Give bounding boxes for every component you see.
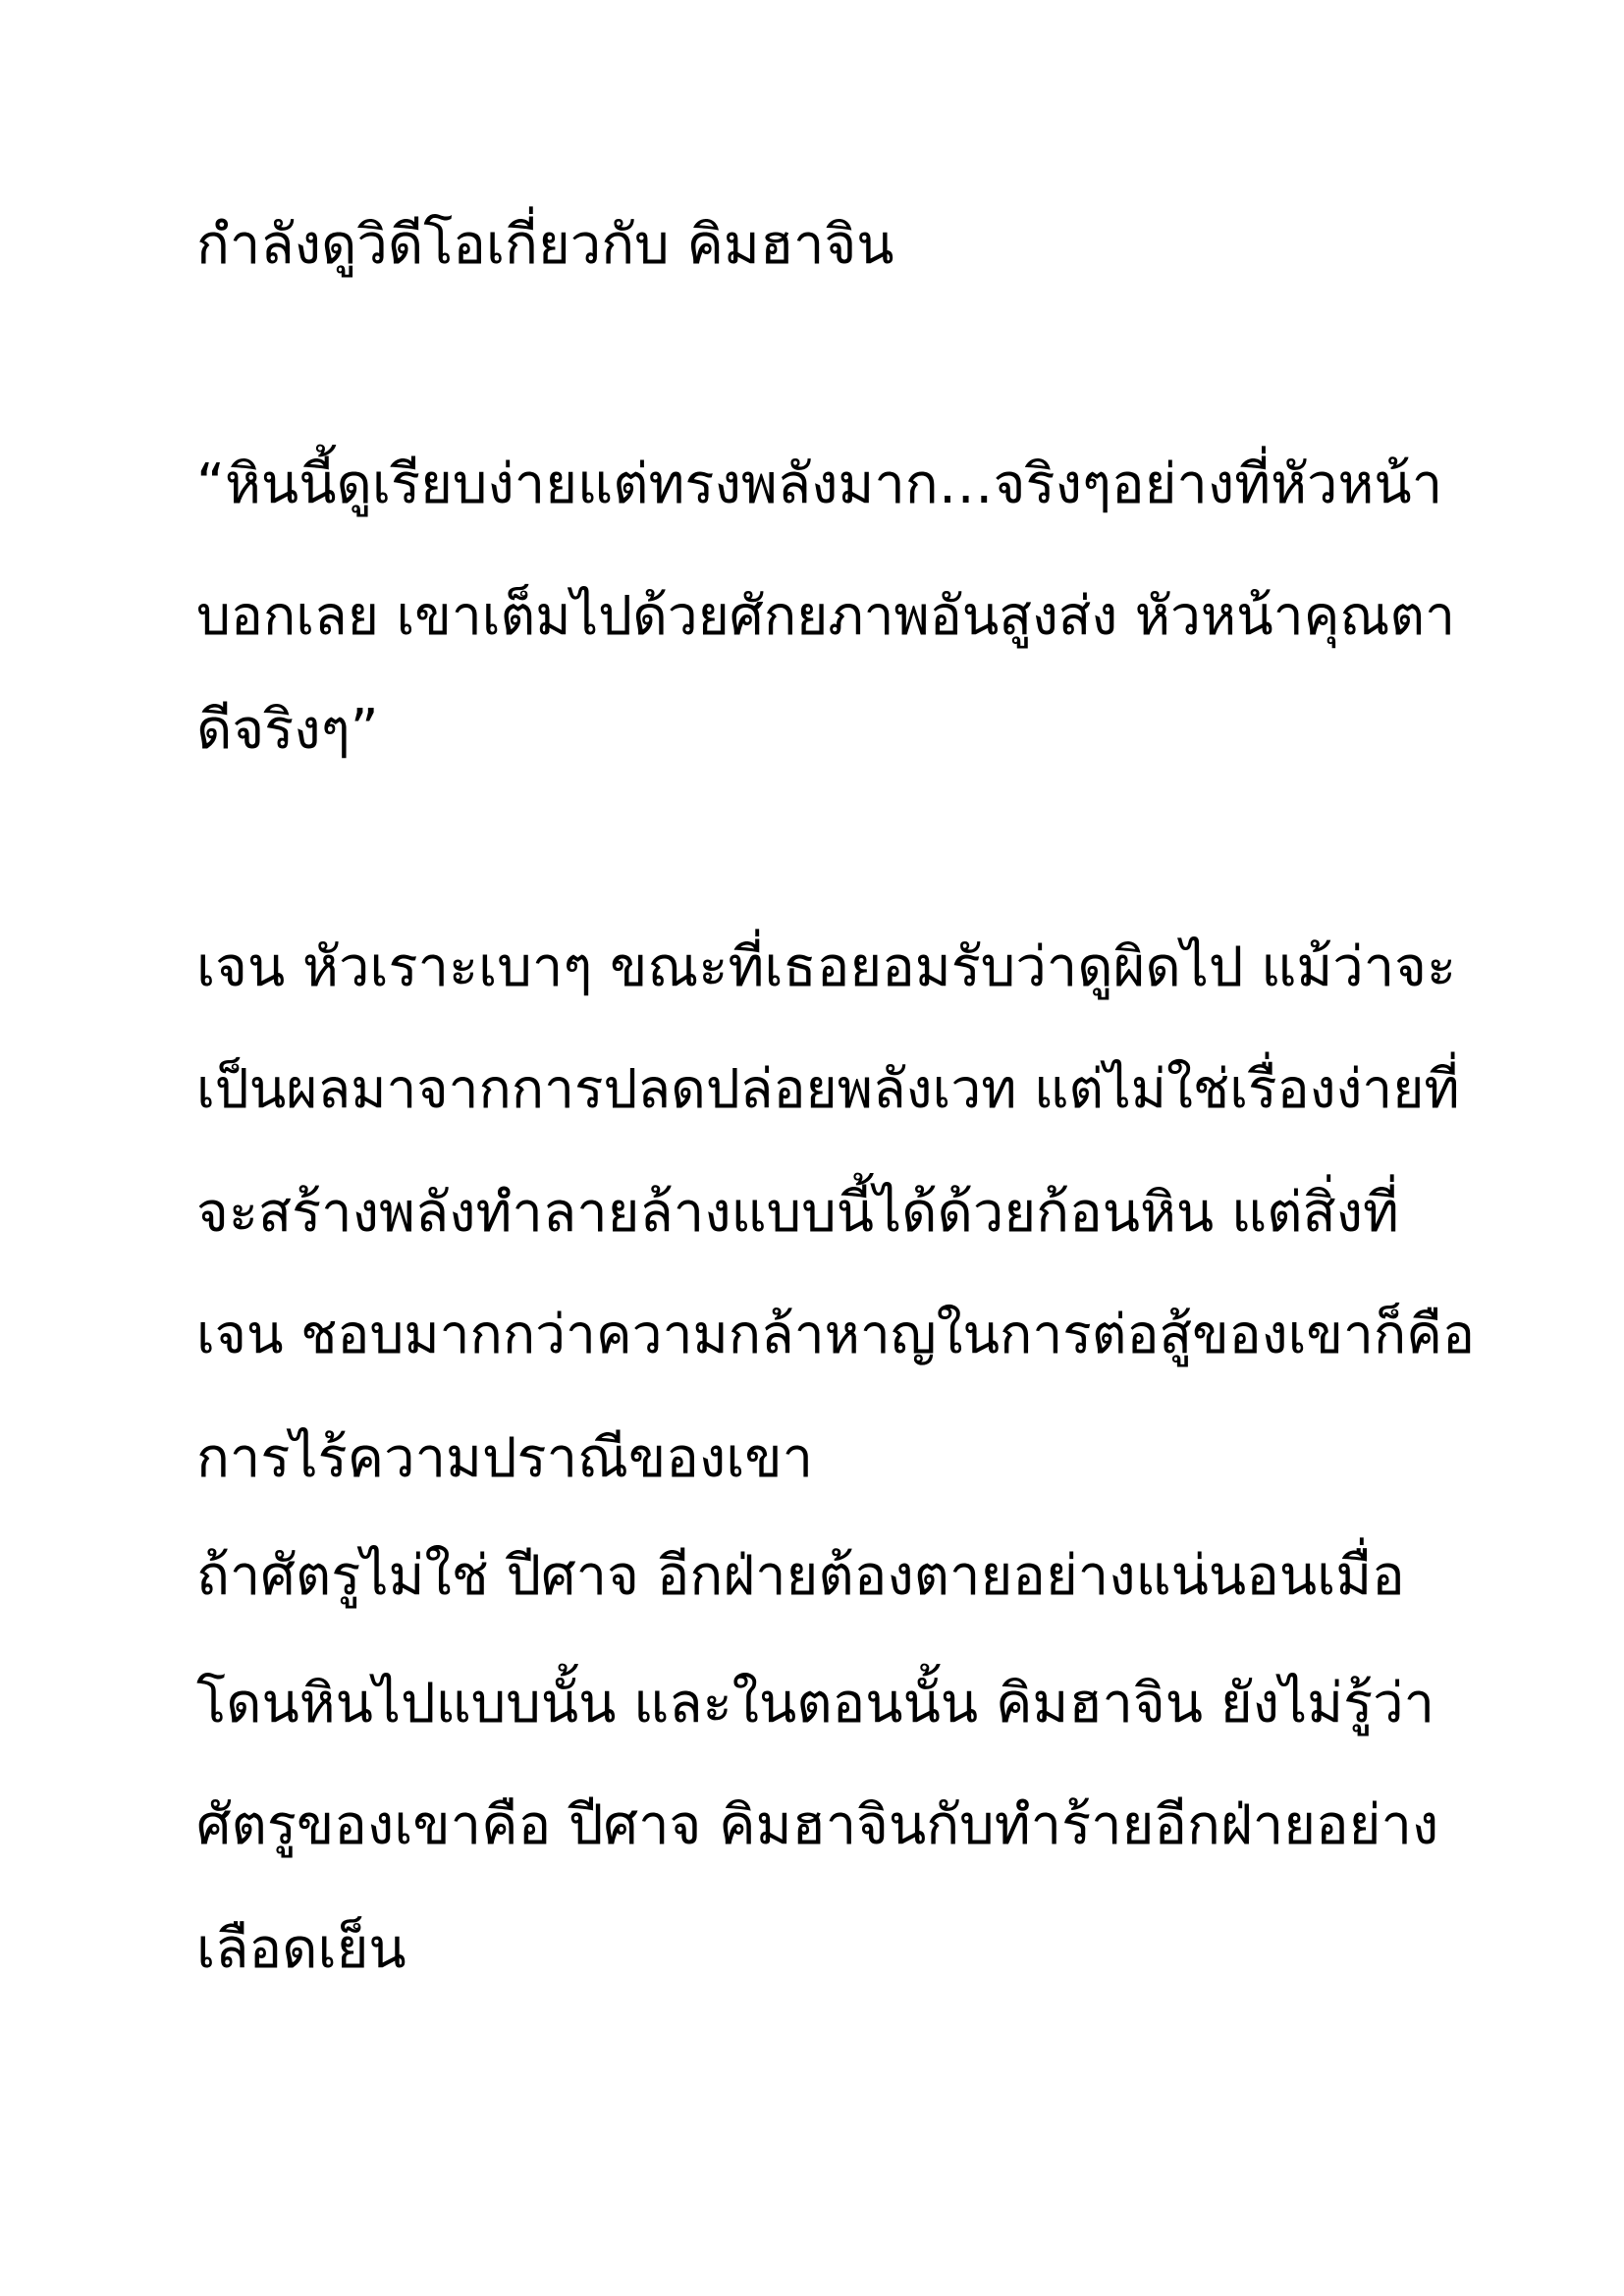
text-line: เลือดเย็น <box>196 1917 406 1981</box>
text-line: เป็นผลมาจากการปลดปล่อยพลังเวท แต่ไม่ใช่เรื่องง่ายที่ <box>196 1057 1460 1120</box>
text-line: ศัตรูของเขาคือ ปีศาจ คิมฮาจินกับทำร้ายอีกฝ่ายอย่าง <box>196 1793 1439 1857</box>
text-line: กำลังดูวิดีโอเกี่ยวกับ คิมฮาจิน <box>196 213 894 277</box>
text-line: การไร้ความปราณีของเขา <box>196 1426 814 1490</box>
text-line: ดีจริงๆ” <box>196 698 379 762</box>
text-line: บอกเลย เขาเต็มไปด้วยศักยภาพอันสูงส่ง หัวหน้าคุณตา <box>196 584 1455 647</box>
text-line: เจน ชอบมากกว่าความกล้าหาญในการต่อสู้ของเขาก็คือ <box>196 1303 1475 1365</box>
text-line: “หินนี้ดูเรียบง่ายแต่ทรงพลังมาก…จริงๆอย่างที่หัวหน้า <box>196 453 1443 516</box>
text-line: จะสร้างพลังทำลายล้างแบบนี้ได้ด้วยก้อนหิน แต่สิ่งที่ <box>196 1181 1399 1245</box>
text-line: เจน หัวเราะเบาๆ ขณะที่เธอยอมรับว่าดูผิดไป แม้ว่าจะ <box>196 935 1457 999</box>
text-line: ถ้าศัตรูไม่ใช่ ปีศาจ อีกฝ่ายต้องตายอย่างแน่นอนเมื่อ <box>196 1544 1405 1608</box>
text-line: โดนหินไปแบบนั้น และในตอนนั้น คิมฮาจิน ยังไม่รู้ว่า <box>196 1672 1435 1735</box>
